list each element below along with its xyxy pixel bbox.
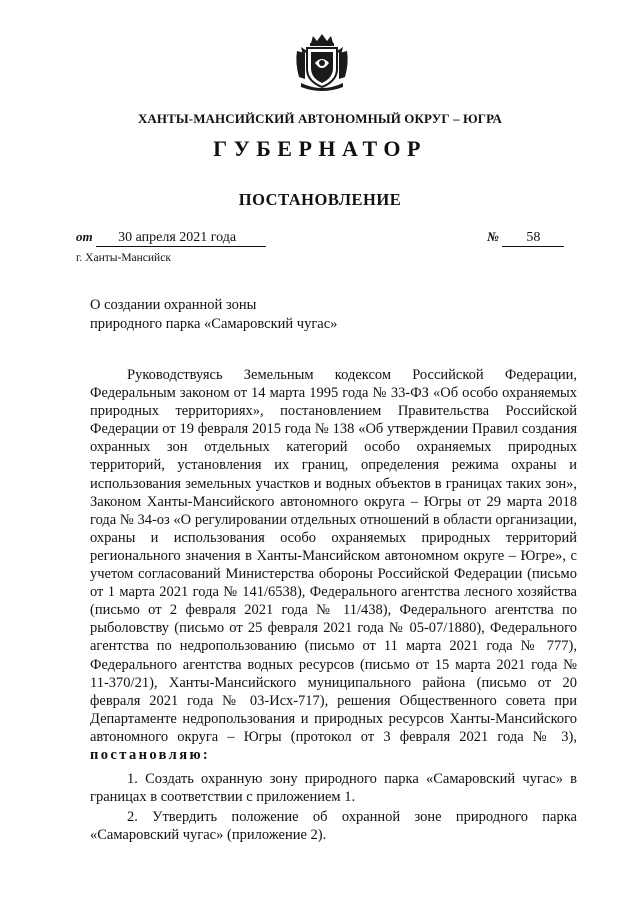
preamble-paragraph bbox=[90, 366, 577, 764]
region-name: ХАНТЫ-МАНСИЙСКИЙ АВТОНОМНЫЙ ОКРУГ – ЮГРА bbox=[137, 111, 503, 126]
document-date: 30 апреля 2021 года bbox=[96, 230, 266, 247]
number-line bbox=[487, 229, 564, 247]
document-subject bbox=[90, 296, 337, 334]
document-type: ПОСТАНОВЛЕНИЕ bbox=[238, 190, 402, 209]
date-prefix: от bbox=[76, 229, 93, 244]
resolution-items bbox=[90, 770, 577, 846]
city-name: г. Ханты-Мансийск bbox=[76, 252, 171, 264]
subject-line-1: О создании охранной зоны bbox=[90, 297, 257, 313]
preamble-section bbox=[90, 366, 577, 764]
resolution-item: 1. Создать охранную зону природного парка «Самаровский чугас» в границах в соответствии с приложением 1. bbox=[90, 771, 577, 806]
document-number: 58 bbox=[502, 230, 564, 247]
subject-line-2: природного парка «Самаровский чугас» bbox=[90, 316, 338, 332]
resolution-item: 2. Утвердить положение об охранной зоне природного парка «Самаровский чугас» (приложение 2). bbox=[90, 809, 577, 844]
preamble-text: Руководствуясь Земельным кодексом Российской Федерации, Федеральным законом от 14 марта 1995 года № 33-ФЗ «Об особо охраняемых природных территориях», постановлением Правительства Российской Федерации от 19 февраля 2015 года № 138 «Об утверждении Правил создания охранных зон отдельных категорий особо охраняемых природных территорий, установления их границ, определения режима охраны и использования земельных участков и водных объектов в границах таких зон», Законом Ханты-Мансийского автономного округа – Югры от 29 марта 2018 года № 34-оз «О регулировании отдельных отношений в области организации, охраны и использования особо охраняемых природных территорий регионального значения в Ханты-Мансийском автономном округе – Югре», с учетом согласований Министерства обороны Российской Федерации (письмо от 1 марта 2021 года № 141/6538), Федерального агентства лесного хозяйства (письмо от 2 февраля 2021 года № 11/438), Федерального агентства по рыболовству (письмо от 25 февраля 2021 года № 05-07/1880), Федерального агентства по недропользованию (письмо от 11 марта 2021 года № 777), Федерального агентства водных ресурсов (письмо от 15 марта 2021 года № 11-370/21), Ханты-Мансийского муниципального района (письмо от 20 февраля 2021 года № 03-Исх-717), решения Общественного совета при Департаменте недропользования и природных ресурсов Ханты-Мансийского автономного округа – Югры (протокол от 3 февраля 2021 года № 3), bbox=[90, 367, 577, 745]
date-line bbox=[76, 229, 266, 247]
coat-of-arms-icon bbox=[293, 33, 351, 93]
number-prefix: № bbox=[487, 229, 499, 244]
resolve-word: постановляю: bbox=[90, 746, 211, 763]
authority-title: ГУБЕРНАТОР bbox=[213, 136, 427, 161]
